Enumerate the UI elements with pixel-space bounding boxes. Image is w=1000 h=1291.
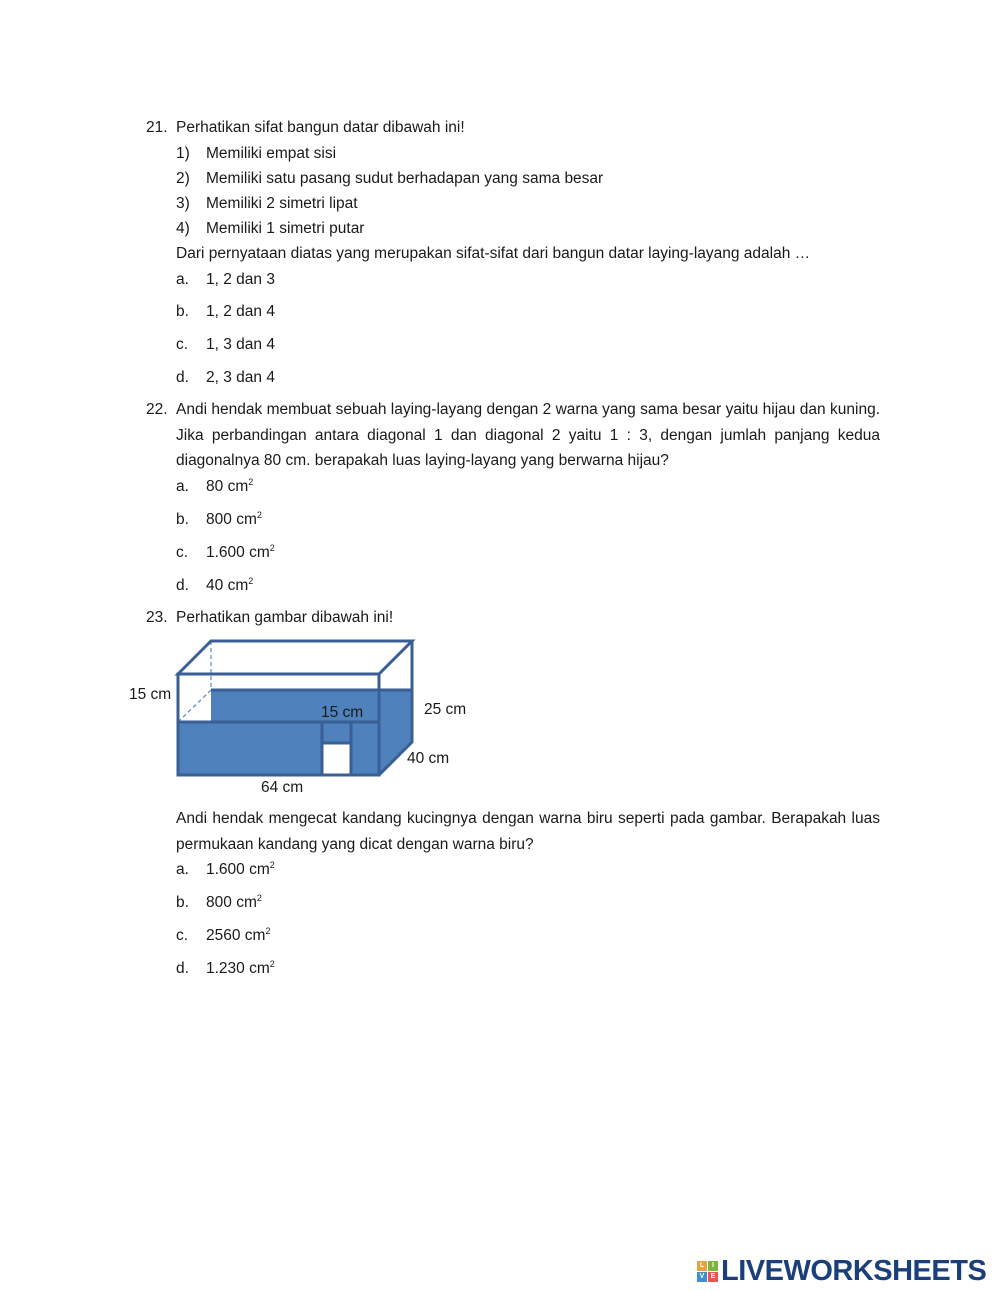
option-label: a. <box>176 271 189 288</box>
logo-block: I <box>708 1261 718 1271</box>
q21-prompt: Perhatikan sifat bangun datar dibawah ini! <box>176 119 465 136</box>
option-text: 1, 2 dan 4 <box>206 303 275 320</box>
option-unit: cm <box>227 478 249 495</box>
option-text: 2, 3 dan 4 <box>206 369 275 386</box>
q22-number: 22. <box>146 401 168 418</box>
label-height-right: 25 cm <box>424 701 467 718</box>
option-value: 1.600 <box>206 544 245 561</box>
option-exponent: 2 <box>256 893 262 903</box>
option-unit: cm <box>249 544 270 561</box>
option-label: d. <box>176 369 189 386</box>
q22-prompt: Andi hendak membuat sebuah laying-layang dengan 2 warna yang sama besar yaitu hijau dan kuning. Jika perbandingan antara diagonal 1 dan diagonal 2 yaitu 1 : 3, dengan jumlah panjang kedua diagonalnya 80 cm. berapakah luas laying-layang yang berwarna hijau? <box>176 401 880 469</box>
statement-number: 4) <box>176 220 190 237</box>
label-height-left: 15 cm <box>129 686 172 703</box>
option-label: d. <box>176 960 189 977</box>
statement-number: 3) <box>176 195 190 212</box>
q23-option-c[interactable] <box>176 926 270 945</box>
statement-text: Memiliki 1 simetri putar <box>206 220 365 237</box>
label-inner-width: 15 cm <box>321 704 364 721</box>
option-exponent: 2 <box>248 576 254 586</box>
logo-block: E <box>708 1272 718 1282</box>
option-label: a. <box>176 861 189 878</box>
option-exponent: 2 <box>248 477 254 487</box>
option-label: c. <box>176 927 189 944</box>
option-exponent: 2 <box>269 959 275 969</box>
option-value: 1.600 <box>206 861 245 878</box>
option-label: c. <box>176 336 189 353</box>
liveworksheets-logo <box>697 1255 986 1288</box>
q23-question: Andi hendak mengecat kandang kucingnya dengan warna biru seperti pada gambar. Berapakah luas permukaan kandang yang dicat dengan warna biru? <box>176 810 880 853</box>
label-depth: 40 cm <box>407 750 450 767</box>
logo-text: LIVEWORKSHEETS <box>721 1255 987 1287</box>
q23-option-b[interactable] <box>176 893 262 912</box>
top-face-outline <box>178 641 412 674</box>
statement-text: Memiliki empat sisi <box>206 145 337 162</box>
logo-blocks-icon <box>697 1261 718 1282</box>
hidden-edge-diagonal <box>178 690 211 722</box>
q23-option-a[interactable] <box>176 860 275 879</box>
option-unit: cm <box>236 894 257 911</box>
option-value: 800 <box>206 894 232 911</box>
logo-block: L <box>697 1261 707 1271</box>
statement-number: 1) <box>176 145 190 162</box>
q23-prompt: Perhatikan gambar dibawah ini! <box>176 609 394 626</box>
option-label: c. <box>176 544 189 561</box>
option-label: b. <box>176 894 189 911</box>
q23-option-d[interactable] <box>176 959 275 978</box>
option-text: 1, 2 dan 3 <box>206 271 275 288</box>
q23-number: 23. <box>146 609 168 626</box>
option-unit: cm <box>249 960 270 977</box>
q21-question: Dari pernyataan diatas yang merupakan sifat-sifat dari bangun datar laying-layang adalah … <box>176 245 811 262</box>
option-value: 800 <box>206 511 232 528</box>
option-label: d. <box>176 577 189 594</box>
option-value: 2560 <box>206 927 241 944</box>
option-text: 1, 3 dan 4 <box>206 336 275 353</box>
option-exponent: 2 <box>256 510 262 520</box>
option-unit: cm <box>227 577 249 594</box>
option-label: b. <box>176 303 189 320</box>
option-value: 1.230 <box>206 960 245 977</box>
door-opening <box>322 743 351 775</box>
option-exponent: 2 <box>269 860 275 870</box>
statement-text: Memiliki satu pasang sudut berhadapan yang sama besar <box>206 170 604 187</box>
option-label: a. <box>176 478 189 495</box>
option-unit: cm <box>249 861 270 878</box>
option-unit: cm <box>244 927 266 944</box>
option-exponent: 2 <box>265 926 271 936</box>
statement-text: Memiliki 2 simetri lipat <box>206 195 358 212</box>
label-length: 64 cm <box>261 779 304 796</box>
option-unit: cm <box>236 511 257 528</box>
option-exponent: 2 <box>269 543 275 553</box>
logo-block: V <box>697 1272 707 1282</box>
q21-number: 21. <box>146 119 168 136</box>
statement-number: 2) <box>176 170 190 187</box>
option-value: 40 <box>206 577 224 594</box>
option-value: 80 <box>206 478 224 495</box>
option-label: b. <box>176 511 189 528</box>
